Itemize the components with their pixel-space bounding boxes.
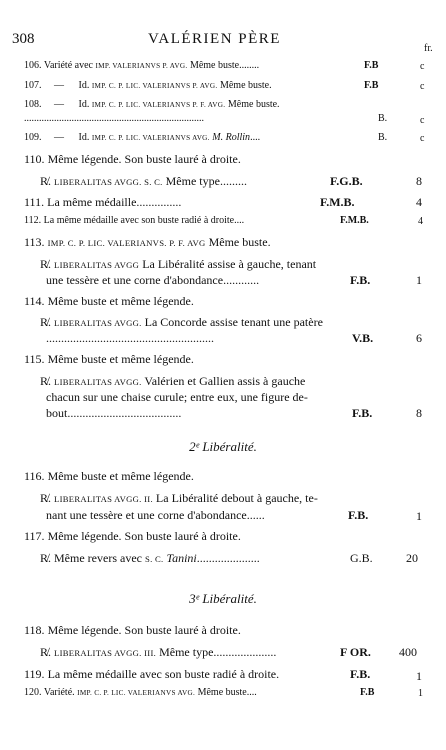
- entry-110: 110. Même légende. Son buste lauré à droite.: [24, 152, 241, 166]
- entry-117-reverse: R̸. Même revers avec S. C. Tanini.....................: [40, 551, 260, 565]
- entry-114-reverse: R̸. LIBERALITAS AVGG. La Concorde assise tenant une patère: [40, 315, 323, 329]
- entry-118-grade: F OR.: [340, 645, 371, 659]
- entry-118-reverse: R̸. LIBERALITAS AVGG. III. Même type.....................: [40, 645, 277, 659]
- section-heading-3: 3ᵉ Libéralité.: [189, 591, 257, 606]
- entry-116: 116. Même buste et même légende.: [24, 469, 194, 483]
- entry-109: 109. — Id. IMP. C. P. LIC. VALERIANVS AVG. M. Rollin....: [24, 132, 261, 143]
- entry-115-price: 8: [416, 406, 422, 420]
- entry-113-price: 1: [416, 273, 422, 287]
- entry-107-price: c: [420, 81, 425, 92]
- page-title: VALÉRIEN PÈRE: [148, 31, 281, 47]
- entry-120: 120. Variété. IMP. C. P. LIC. VALERIANVS AVG. Même buste....: [24, 687, 257, 698]
- entry-111-grade: F.M.B.: [320, 195, 355, 209]
- section-heading-2: 2ᵉ Libéralité.: [189, 439, 257, 454]
- entry-116-price: 1: [416, 509, 422, 523]
- entry-106-grade: F.B: [364, 60, 379, 71]
- entry-115-grade: F.B.: [352, 406, 373, 420]
- entry-108-grade: B.: [378, 113, 388, 124]
- entry-110-price: 8: [416, 174, 422, 188]
- entry-116-grade: F.B.: [348, 508, 369, 522]
- entry-113-reverse-cont: une tessère et une corne d'abondance............: [46, 273, 260, 287]
- entry-108: 108. — Id. IMP. C. P. LIC. VALERIANVS P. F. AVG. Même buste.: [24, 99, 280, 110]
- entry-112-price: 4: [418, 216, 423, 227]
- entry-115: 115. Même buste et même légende.: [24, 352, 194, 366]
- entry-107: 107. — Id. IMP. C. P. LIC. VALERIANVS P. AVG. Même buste.: [24, 80, 272, 91]
- entry-107-grade: F.B: [364, 80, 379, 91]
- entry-113: 113. IMP. C. P. LIC. VALERIANVS. P. F. AVG Même buste.: [24, 235, 271, 249]
- entry-109-price: c: [420, 133, 425, 144]
- entry-115-reverse-cont2: bout......................................: [46, 406, 182, 420]
- entry-113-grade: F.B.: [350, 273, 371, 287]
- entry-112-grade: F.M.B.: [340, 215, 369, 226]
- entry-112: 112. La même médaille avec son buste radié à droite....: [24, 215, 245, 226]
- entry-114-price: 6: [416, 331, 422, 345]
- entry-120-price: 1: [418, 688, 423, 699]
- entry-111: 111. La même médaille...............: [24, 195, 182, 209]
- entry-116-reverse: R̸. LIBERALITAS AVGG. II. La Libéralité debout à gauche, te-: [40, 491, 318, 505]
- entry-116-reverse-cont: nant une tessère et une corne d'abondance......: [46, 508, 265, 522]
- entry-109-grade: B.: [378, 132, 388, 143]
- entry-108-price: c: [420, 115, 425, 126]
- entry-108-dots: ........................................................................: [24, 113, 204, 124]
- entry-117-price: 20: [406, 551, 418, 565]
- price-column-label: fr.: [424, 43, 433, 54]
- entry-111-price: 4: [416, 195, 422, 209]
- entry-120-grade: F.B: [360, 687, 375, 698]
- entry-117-grade: G.B.: [350, 551, 373, 565]
- entry-115-reverse-cont: chacun sur une chaise curule; entre eux, une figure de-: [46, 390, 308, 404]
- entry-114: 114. Même buste et même légende.: [24, 294, 194, 308]
- entry-110-grade: F.G.B.: [330, 174, 363, 188]
- entry-106: 106. Variété avec IMP. VALERIANVS P. AVG. Même buste........: [24, 60, 260, 71]
- page-number: 308: [12, 31, 35, 47]
- entry-115-reverse: R̸. LIBERALITAS AVGG. Valérien et Gallien assis à gauche: [40, 374, 306, 388]
- entry-119-price: 1: [416, 669, 422, 683]
- entry-117: 117. Même légende. Son buste lauré à droite.: [24, 529, 241, 543]
- entry-110-reverse: R̸. LIBERALITAS AVGG. S. C. Même type.........: [40, 174, 247, 188]
- entry-114-dots: ........................................................: [46, 331, 214, 345]
- entry-119: 119. La même médaille avec son buste radié à droite.: [24, 667, 280, 681]
- entry-118-price: 400: [399, 645, 417, 659]
- entry-119-grade: F.B.: [350, 667, 371, 681]
- entry-106-price: c: [420, 61, 425, 72]
- entry-118: 118. Même légende. Son buste lauré à droite.: [24, 623, 241, 637]
- entry-114-grade: V.B.: [352, 331, 374, 345]
- entry-113-reverse: R̸. LIBERALITAS AVGG La Libéralité assise à gauche, tenant: [40, 257, 317, 271]
